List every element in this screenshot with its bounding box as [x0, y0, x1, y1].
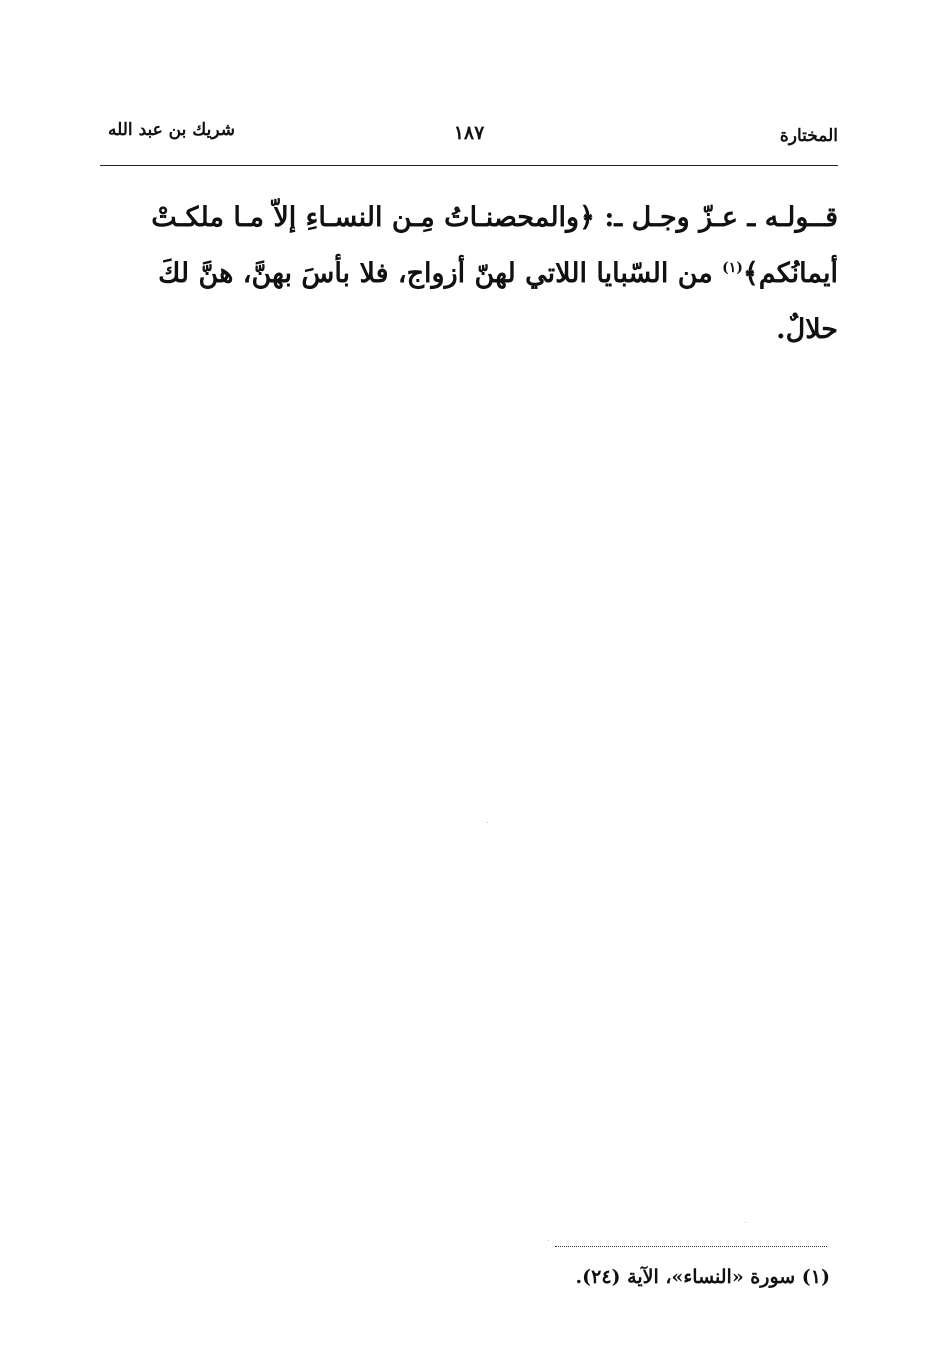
page-number: ١٨٧	[453, 122, 485, 144]
scan-speck	[548, 1240, 549, 1241]
footnote-reference[interactable]: (١)	[722, 260, 743, 276]
footnote-divider	[555, 1246, 827, 1247]
line-2-text: من السّبايا اللاتي لهنّ أزواج، فلا بأسَ بهنَّ، هنَّ لكَ	[158, 258, 723, 289]
header-author-name: شريك بن عبد الله	[108, 120, 235, 140]
scan-speck	[745, 1222, 746, 1223]
paragraph-line-3	[108, 302, 838, 358]
line-2-quran-end: أيمانُكم﴾	[742, 258, 838, 289]
header-divider	[100, 165, 838, 166]
main-paragraph	[108, 190, 838, 358]
footnote-text: (١) سورة «النساء»، الآية (٢٤).	[575, 1266, 830, 1288]
paragraph-line-1	[108, 190, 838, 246]
running-header	[100, 118, 838, 158]
header-section-title: المختارة	[779, 126, 838, 146]
scan-speck	[487, 822, 488, 823]
paragraph-line-2	[108, 246, 838, 302]
line-3-text: حلالٌ.	[776, 314, 838, 345]
line-1-text: قــولـه ـ عـزّ وجـل ـ: ﴿والمحصنـاتُ مِـن النسـاءِ إلاّ مـا ملكـتْ	[151, 202, 838, 233]
